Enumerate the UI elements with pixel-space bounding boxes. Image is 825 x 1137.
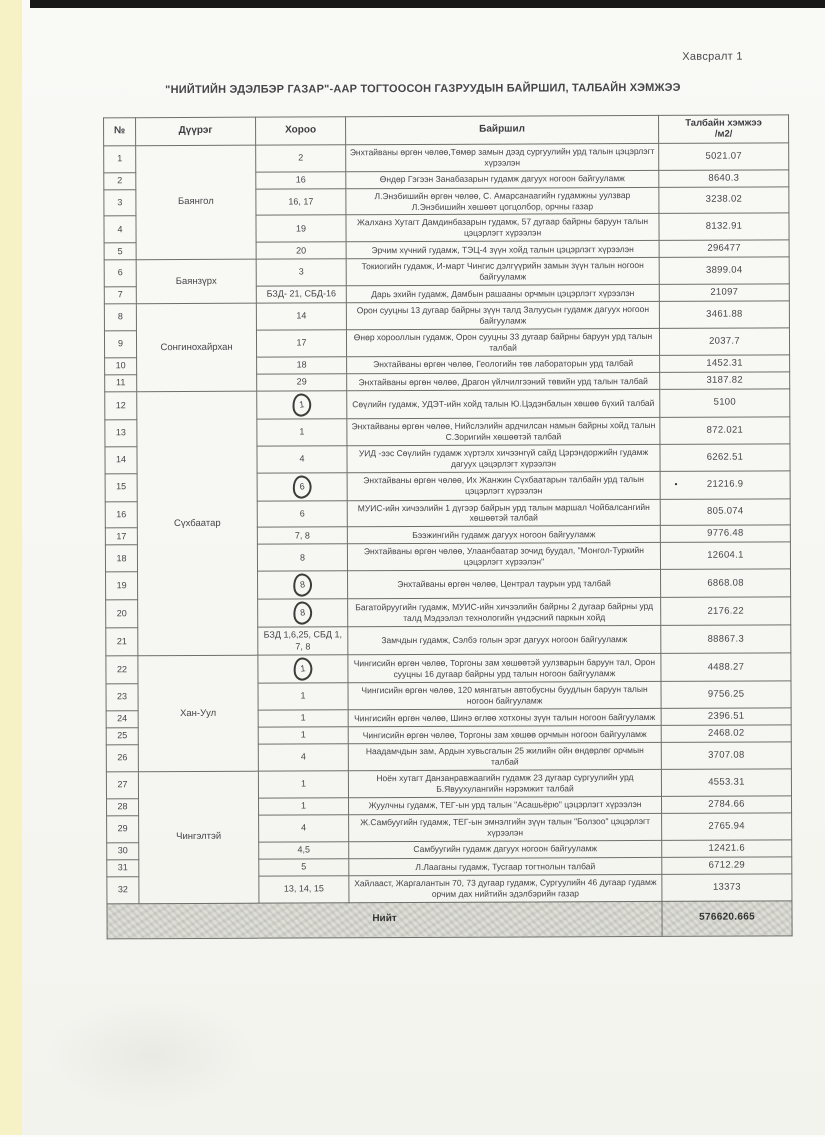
area-cell [662,840,792,858]
area-value: 88867.3 [707,633,745,645]
location-cell: Энхтайваны өргөн чөлөө, Их Жанжин Сүхбаатарын талбайн урд талын цэцэрлэгт хүрээлэн [347,471,660,500]
khoroo-cell [256,286,346,304]
area-cell [660,525,790,543]
khoroo-value: 2 [298,152,304,163]
location-cell: Самбуугийн гудамж дагуух ногоон байгууламж [349,840,662,859]
table-header [104,115,789,146]
khoroo-cell [258,683,348,710]
khoroo-value: 19 [295,223,307,234]
khoroo-value: 7, 8 [294,530,310,541]
row-number: 1 [104,145,136,172]
khoroo-cell [257,419,347,446]
header-area [659,115,789,143]
area-cell [661,569,791,598]
header-area-line2: /м2/ [714,128,733,141]
location-cell: Токиогийн гудамж, И-март Чингис дэлгүүрийн замын зүүн талын ногоон байгууламж [346,258,659,286]
location-cell: Бээжингийн гудамж дагуух ногоон байгууламж [347,526,660,545]
khoroo-cell [256,330,346,357]
area-value: 4553.31 [708,776,745,788]
district-cell: Чингэлтэй [138,771,259,903]
khoroo-value: 1 [300,729,306,740]
khoroo-cell [257,374,347,392]
area-cell [662,874,792,901]
khoroo-cell [258,655,348,683]
row-number: 10 [105,357,137,374]
area-value: 2784.66 [708,798,745,810]
khoroo-value-pen-circled: 8 [292,601,314,626]
area-value: 3187.82 [706,374,743,386]
location-cell: Жалханз Хутагт Дамдинбазарын гудамж, 57 дугаар байрны баруун талын цэцэрлэгт хүрээлэн [346,214,659,242]
area-cell [659,187,789,214]
area-value: 8640.3 [708,172,740,184]
area-value: 2468.02 [707,727,745,739]
location-cell: Замчдын гудамж, Сэлбэ голын эрэг дагуух ногоон байгууламж [348,626,661,655]
location-cell: УИД -ээс Сөүлийн гудамж хүртэлх хичээнгүй сайд Цэрэндоржийн гудамж дагуух цэцэрлэгт хүрээлэн [347,444,660,472]
khoroo-cell [257,527,347,545]
khoroo-value: 1 [300,712,306,723]
khoroo-cell [258,771,348,798]
area-cell [659,301,789,328]
total-label: Нийт [107,901,662,938]
area-value: 13373 [712,881,741,893]
khoroo-value: 20 [296,244,307,256]
location-cell: Энхтайваны өргөн чөлөө, Улаанбаатар зочид буудал, "Монгол-Туркийн цэцэрлэгт хүрээлэн" [347,543,660,571]
area-cell [659,284,789,302]
table-row [106,653,791,684]
row-number: 14 [105,447,137,474]
khoroo-value: 16, 17 [288,196,314,207]
location-cell: Энхтайваны өргөн чөлөө, Централ таурын урд талбай [348,570,661,599]
location-cell: МУИС-ийн хичээлийн 1 дүгээр байрын урд талын маршал Чойбалсангийн хөшөөтэй талбай [347,499,660,527]
area-value: 9756.25 [707,688,745,700]
area-value: 5100 [713,397,736,409]
row-number: 11 [105,375,137,392]
location-cell: Энхтайваны өргөн чөлөө, Драгон үйлчилгээний төвийн урд талын талбай [347,372,660,391]
area-cell [660,542,790,569]
khoroo-cell [257,391,347,419]
khoroo-cell [256,188,346,215]
location-cell: Л.Лааганы гудамж, Тусгаар тогтнолын талбай [349,857,662,876]
khoroo-value: 16 [295,174,306,185]
khoroo-value-pen-circled: 8 [292,573,314,598]
area-value: 4488.27 [707,661,745,673]
khoroo-cell [259,798,349,816]
area-cell [661,653,791,682]
total-row [107,901,792,939]
area-value: 21216.9 [706,478,744,490]
location-cell: Энхтайваны өргөн чөлөө,Төмөр замын дээд сургуулийн урд талын цэцэрлэгт хүрээлэн [346,143,659,171]
area-cell [661,769,791,796]
table-row [105,389,790,420]
pen-dot-mark: • [674,479,678,489]
row-number: 3 [104,189,136,216]
khoroo-value-pen-circled: 1 [292,657,314,682]
district-cell: Сонгинохайрхан [136,303,256,391]
row-number: 2 [104,172,136,189]
area-cell [661,708,791,726]
row-number: 17 [105,528,137,545]
location-cell: Ноён хутагт Данзанравжаагийн гудамж 23 дугаар сургуулийн урд Б.Явуухулангийн нэрэмжит талбай [348,769,661,797]
area-value: 21097 [710,286,739,298]
district-cell: Сүхбаатар [137,391,258,656]
khoroo-cell [259,815,349,842]
table-row [104,143,789,173]
total-value: 576620.665 [662,901,792,937]
area-cell [659,169,789,187]
khoroo-value: 4 [299,453,305,464]
area-value: 3899.04 [705,264,743,276]
area-cell [662,796,792,814]
khoroo-cell [256,242,346,260]
khoroo-cell [257,500,347,527]
table-row [104,301,789,331]
area-value: 6868.08 [707,577,744,589]
location-cell: Энхтайваны өргөн чөлөө, Геологийн төв лабораторын урд талбай [347,355,660,374]
area-cell [659,213,789,240]
khoroo-value-pen-circled: 6 [291,474,313,499]
row-number: 23 [106,684,138,711]
khoroo-cell [257,544,347,571]
khoroo-cell [256,171,346,189]
area-value: 6712.29 [708,859,746,871]
location-cell: Орон сууцны 13 дугаар байрны зүүн талд Залуусын гудамж дагуух ногоон байгууламж [346,302,659,330]
header-row [104,115,789,146]
area-cell [660,498,790,525]
area-value: 3707.08 [708,749,745,761]
area-value: 12604.1 [707,549,744,561]
khoroo-value: 29 [296,376,307,387]
row-number: 19 [106,572,138,600]
khoroo-value: 4,5 [297,844,311,855]
khoroo-cell [258,727,348,745]
area-value: 2176.22 [707,605,744,617]
row-number: 26 [106,745,138,772]
khoroo-value: 8 [299,552,305,563]
location-cell: Чингисийн өргөн чөлөө, Торгоны зам хөшөө орчмын ногоон байгууламж [348,726,661,745]
row-number: 31 [107,860,139,877]
row-number: 25 [106,728,138,745]
area-value: 1452.31 [706,357,743,369]
area-value: 12421.6 [708,842,745,854]
table-body [104,143,792,904]
khoroo-value: 1 [299,426,305,437]
area-value: 805.074 [707,505,744,518]
khoroo-cell [259,841,349,859]
area-cell [661,597,791,626]
row-number: 20 [106,600,138,628]
area-value: 6262.51 [706,451,744,463]
location-cell: Л.Энэбишийн өргөн чөлөө, С. Амарсанаагийн гудамжны уулзвар Л.Энэбишийн хөшөөт цогцолбор, орчны газар [346,187,659,215]
area-value: 296477 [707,242,741,254]
khoroo-value: БЗД 1,6,25, СБД 1, 7, 8 [263,629,343,652]
row-number: 5 [104,243,136,260]
table-footer [107,901,792,939]
khoroo-value: 5 [301,861,307,872]
page-title: "НИЙТИЙН ЭДЭЛБЭР ГАЗАР"-ААР ТОГТООСОН ГАЗРУУДЫН БАЙРШИЛ, ТАЛБАЙН ХЭМЖЭЭ [165,81,681,97]
khoroo-cell [256,259,346,286]
location-cell: Хайлааст, Жаргалантын 70, 73 дугаар гудамж, Сургуулийн 46 дугаар гудамж орчим дах нийтийн эдэлбэрийн газар [349,874,662,902]
location-cell: Сөүлийн гудамж, УДЭТ-ийн хойд талын Ю.Цэдэнбалын хөшөө бүхий талбай [347,389,660,418]
area-cell [660,372,790,390]
area-cell [661,625,791,654]
district-cell: Баянзүрх [136,260,256,304]
area-value: 2765.94 [708,820,745,832]
khoroo-cell [258,710,348,728]
row-number: 9 [104,331,136,358]
khoroo-cell [256,145,346,172]
area-cell [662,813,792,840]
khoroo-cell [259,859,349,877]
area-cell [660,444,790,471]
khoroo-value: 4 [301,822,307,833]
row-number: 16 [105,501,137,528]
khoroo-value: 1 [301,800,307,811]
area-cell [661,681,791,708]
row-number: 12 [105,392,137,420]
area-cell [661,725,791,743]
row-number: 32 [107,877,139,904]
location-cell: Чингисийн өргөн чөлөө, Торгоны зам хөшөөтэй уулзварын баруун тал, Орон сууцны 16 дугаар байрны урд талын ногоон байгууламж [348,654,661,683]
location-cell: Чингисийн өргөн чөлөө, 120 мянгатын автобусны буудлын баруун талын ногоон байгууламж [348,682,661,710]
area-value: 9776.48 [707,527,744,540]
area-value: 2396.51 [707,710,745,722]
area-cell [661,742,791,769]
location-cell: Жуулчны гудамж, ТЕГ-ын урд талын "Асашьёрю" цэцэрлэгт хүрээлэн [349,796,662,815]
location-cell: Өнөр хорооллын гудамж, Орон сууцны 33 дугаар байрны баруун урд талын талбай [346,328,659,356]
khoroo-cell [258,599,348,627]
location-cell: Чингисийн өргөн чөлөө, Шинэ өглөө хотхоны зүүн талын ногоон байгууламж [348,708,661,727]
row-number: 21 [106,628,138,656]
row-number: 7 [104,287,136,304]
khoroo-value: 17 [296,337,307,348]
row-number: 30 [107,842,139,859]
khoroo-cell [259,876,349,903]
area-cell [659,328,789,355]
khoroo-value: 1 [300,778,306,789]
khoroo-cell [257,446,347,473]
location-cell: Өндөр Гэгээн Занабазарын гудамж дагуух ногоон байгууламж [346,170,659,189]
header-khoroo: Хороо [256,117,346,145]
area-value: 3461.88 [706,308,743,320]
land-area-table [103,114,793,939]
appendix-label: Хавсралт 1 [682,50,743,63]
row-number: 8 [104,304,136,331]
area-value: 5021.07 [705,150,742,162]
area-cell [662,857,792,875]
khoroo-cell [257,357,347,375]
header-area-line1: Талбайн хэмжээ [685,117,762,129]
khoroo-value: БЗД- 21, СБД-16 [266,288,336,300]
khoroo-value: 18 [296,359,307,370]
khoroo-cell [258,571,348,599]
location-cell: Ж.Самбуугийн гудамж, ТЕГ-ын эмнэлгийн зүүн талын "Болзоо" цэцэрлэгт хүрээлэн [349,813,662,841]
area-cell [660,470,790,499]
area-cell [660,355,790,373]
khoroo-cell [258,744,348,771]
location-cell: Наадамчдын зам, Ардын хувьсгалын 25 жилийн ойн өндөрлөг орчмын талбай [348,743,661,771]
location-cell: Энхтайваны өргөн чөлөө, Нийслэлийн ардчилсан намын байрны хойд талын С.Зоригийн хөшөөтэй талбай [347,417,660,445]
area-cell [660,389,790,418]
area-value: 8132.91 [705,220,743,232]
row-number: 29 [107,816,139,843]
khoroo-value: 14 [296,310,307,321]
location-cell: Эрчим хүчний гудамж, ТЭЦ-4 зүүн хойд талын цэцэрлэгт хүрээлэн [346,241,659,260]
area-cell [659,257,789,284]
area-cell [659,240,789,258]
table-row [106,769,791,799]
table-row [104,257,789,287]
khoroo-value: 13, 14, 15 [283,883,324,894]
header-no: № [104,118,136,146]
row-number: 22 [106,656,138,684]
area-cell [659,143,789,170]
header-district: Дүүрэг [136,117,256,145]
row-number: 6 [104,260,136,287]
area-cell [660,417,790,444]
district-cell: Баянгол [136,145,256,260]
khoroo-value-pen-circled: 1 [291,392,313,417]
khoroo-value: 3 [298,266,304,277]
row-number: 27 [106,772,138,799]
row-number: 13 [105,420,137,447]
khoroo-cell [257,472,347,500]
row-number: 24 [106,711,138,728]
area-value: 3238.02 [705,194,743,206]
khoroo-value: 6 [299,508,305,519]
location-cell: Дарь эхийн гудамж, Дамбын рашааны орчмын цэцэрлэгт хүрээлэн [346,285,659,304]
row-number: 4 [104,216,136,243]
row-number: 18 [105,545,137,572]
khoroo-cell [256,215,346,242]
district-cell: Хан-Уул [138,655,259,771]
row-number: 15 [105,473,137,501]
khoroo-value: 4 [300,751,306,762]
area-value: 2037.7 [709,335,740,347]
khoroo-cell [256,303,346,330]
location-cell: Багатойруугийн гудамж, МУИС-ийн хичээлийн байрны 2 дугаар байрны урд талд Мэдээлэл технологийн үндэсний паркын хойд [348,598,661,627]
header-location: Байршил [346,115,659,144]
area-value: 872.021 [706,424,744,436]
row-number: 28 [107,799,139,816]
khoroo-value: 1 [300,690,306,701]
khoroo-cell [258,627,348,655]
